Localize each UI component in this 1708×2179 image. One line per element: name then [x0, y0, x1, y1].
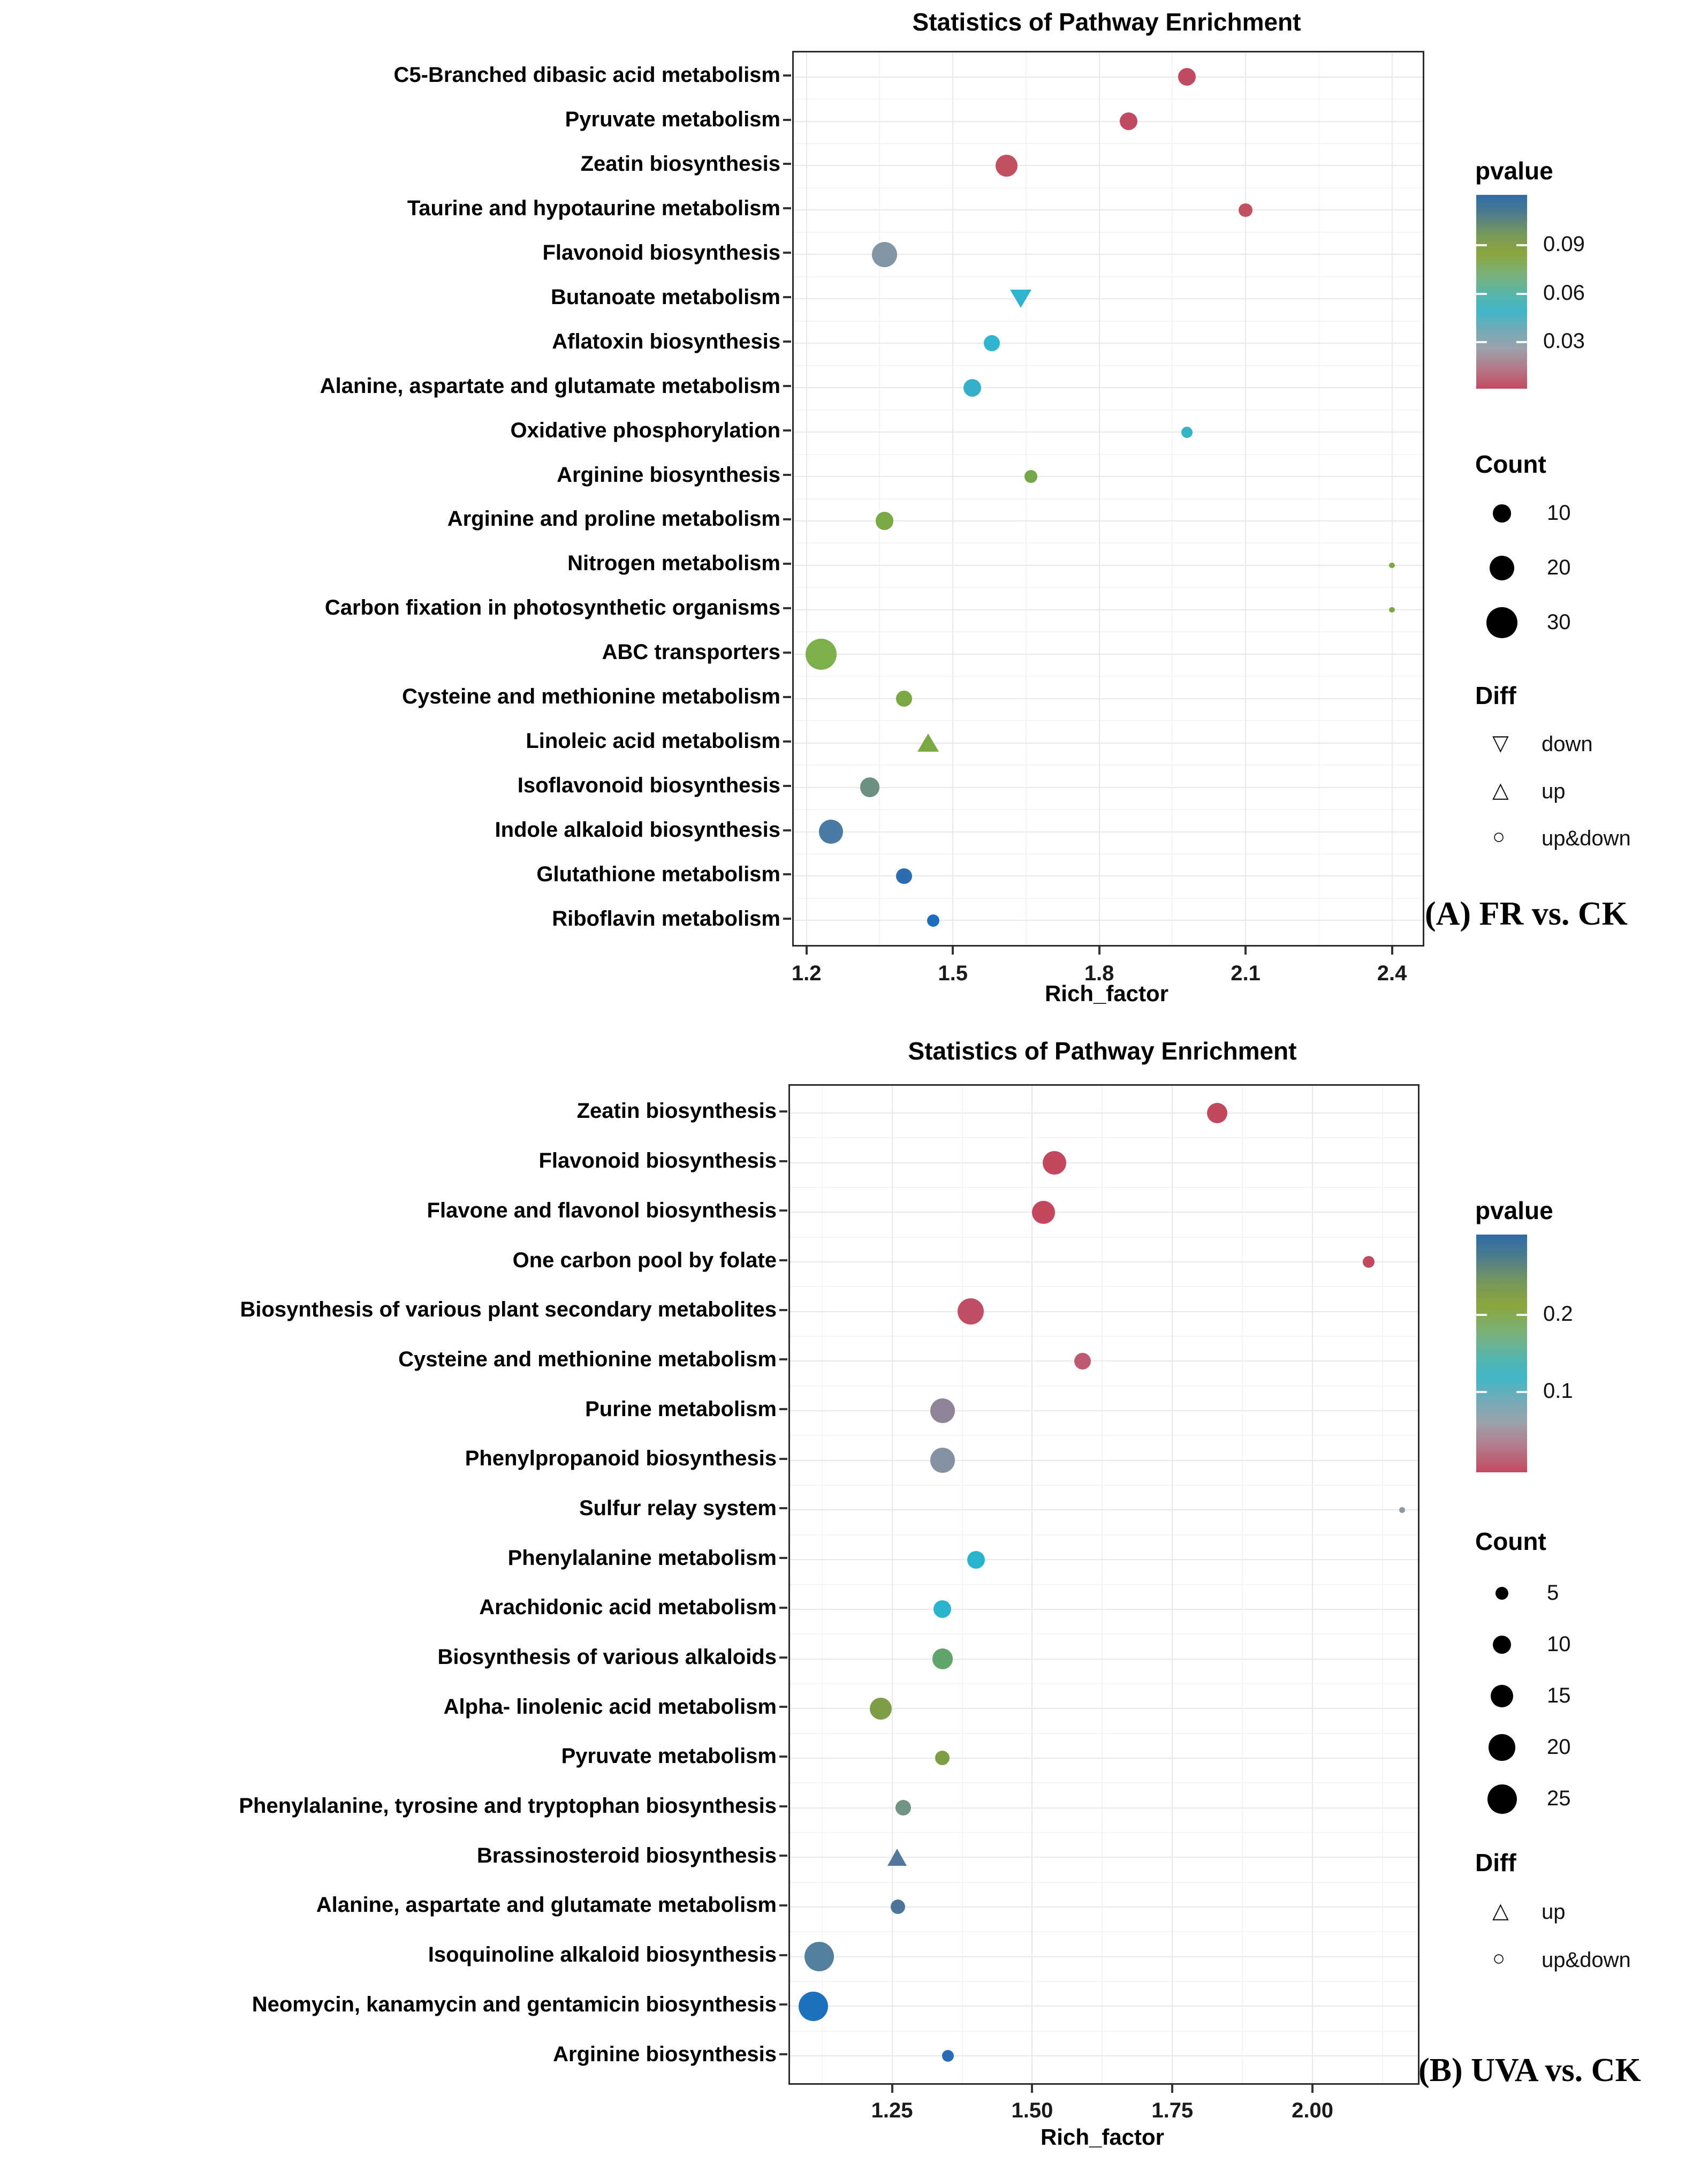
y-axis-label: Butanoate metabolism [551, 285, 780, 309]
grid-minor-h [790, 1981, 1418, 1982]
grid-major-h [794, 77, 1423, 78]
y-axis-label: Nitrogen metabolism [567, 551, 780, 576]
data-point-circle [935, 1751, 950, 1765]
y-axis-label: Taurine and hypotaurine metabolism [407, 196, 780, 220]
y-axis-tick [779, 1855, 787, 1857]
y-axis-tick [783, 429, 791, 432]
data-point-circle [1363, 1256, 1375, 1268]
grid-major-v [1172, 1086, 1173, 2083]
grid-minor-v [1382, 1086, 1383, 2083]
grid-major-h [790, 1261, 1418, 1262]
y-axis-tick [783, 163, 791, 165]
data-point-circle [891, 1900, 905, 1914]
y-axis-label: Sulfur relay system [579, 1496, 777, 1520]
diff-legend-label: up [1542, 1900, 1566, 1924]
grid-minor-h [790, 1386, 1418, 1387]
x-axis-tick-label: 1.5 [938, 962, 968, 985]
data-point-circle [860, 777, 879, 797]
y-axis-label: Zeatin biosynthesis [580, 152, 780, 176]
y-axis-label: Indole alkaloid biosynthesis [495, 818, 780, 842]
pvalue-colorbar-tick-right [1516, 1314, 1527, 1316]
y-axis-label: Linoleic acid metabolism [526, 729, 780, 753]
data-point-circle [930, 1398, 955, 1424]
y-axis-tick [779, 1805, 787, 1807]
data-point-circle [1399, 1507, 1405, 1513]
grid-major-v [1245, 52, 1246, 945]
grid-minor-h [790, 1435, 1418, 1436]
grid-minor-h [790, 1584, 1418, 1585]
grid-major-h [790, 1609, 1418, 1610]
panel-a-plot-area [792, 51, 1424, 947]
y-axis-tick [783, 474, 791, 476]
grid-major-h [790, 1162, 1418, 1163]
y-axis-label: Flavonoid biosynthesis [542, 240, 780, 264]
diff-up-icon: △ [1492, 1899, 1509, 1923]
y-axis-label: Arginine biosynthesis [557, 463, 780, 487]
count-legend-label: 10 [1547, 501, 1571, 525]
pvalue-colorbar-tick-left [1476, 244, 1487, 246]
data-point-circle [930, 1448, 955, 1473]
data-point-triangle-up [917, 733, 939, 752]
grid-major-h [790, 1410, 1418, 1411]
y-axis-tick [783, 207, 791, 209]
grid-minor-v [1102, 1086, 1103, 2083]
panel-a-count-legend-title: Count [1475, 450, 1546, 478]
y-axis-tick [779, 1954, 787, 1956]
grid-major-h [790, 1956, 1418, 1957]
grid-major-h [790, 1906, 1418, 1908]
y-axis-tick [783, 74, 791, 77]
x-axis-tick-label: 1.8 [1084, 962, 1114, 985]
pvalue-colorbar-tick-right [1516, 341, 1527, 343]
pvalue-colorbar-tick-left [1476, 341, 1487, 343]
y-axis-label: Alanine, aspartate and glutamate metabolism [320, 374, 780, 398]
y-axis-label: Phenylalanine, tyrosine and tryptophan biosynthesis [239, 1794, 777, 1818]
y-axis-tick [779, 1557, 787, 1559]
panel-a-pvalue-legend-title: pvalue [1475, 157, 1553, 185]
x-axis-tick-label: 2.00 [1292, 2099, 1334, 2122]
grid-minor-h [794, 809, 1423, 810]
y-axis-tick [783, 518, 791, 520]
y-axis-tick [783, 341, 791, 343]
grid-minor-v [1318, 52, 1319, 945]
x-axis-tick [891, 2085, 893, 2093]
grid-minor-h [790, 1336, 1418, 1337]
y-axis-label: ABC transporters [602, 640, 780, 664]
grid-minor-h [794, 454, 1423, 455]
y-axis-tick [783, 696, 791, 698]
data-point-circle [819, 820, 843, 844]
panel-b-x-axis-label: Rich_factor [1040, 2124, 1165, 2150]
grid-major-h [794, 476, 1423, 477]
grid-major-h [794, 121, 1423, 122]
y-axis-tick [779, 1656, 787, 1659]
grid-major-v [1031, 1086, 1033, 2083]
panel-a-pvalue-colorbar [1476, 195, 1527, 389]
count-legend-circle [1493, 504, 1510, 522]
data-point-circle [1178, 68, 1196, 86]
y-axis-tick [783, 873, 791, 875]
y-axis-tick [783, 119, 791, 121]
grid-major-h [790, 1212, 1418, 1213]
grid-minor-v [1026, 52, 1027, 945]
count-legend-label: 15 [1547, 1684, 1571, 1707]
grid-major-h [794, 654, 1423, 655]
y-axis-tick [783, 829, 791, 831]
grid-minor-h [794, 187, 1423, 188]
grid-major-h [790, 1360, 1418, 1361]
data-point-circle [963, 379, 981, 397]
count-legend-label: 20 [1547, 1735, 1571, 1759]
grid-major-h [794, 743, 1423, 744]
data-point-circle [1389, 563, 1395, 569]
data-point-circle [806, 639, 837, 670]
y-axis-label: Neomycin, kanamycin and gentamicin biosynthesis [252, 1992, 777, 2016]
y-axis-label: Flavone and flavonol biosynthesis [427, 1198, 777, 1222]
grid-minor-h [790, 2031, 1418, 2032]
y-axis-tick [779, 1904, 787, 1906]
grid-minor-h [794, 99, 1423, 100]
data-point-circle [1120, 112, 1137, 130]
grid-minor-h [790, 1683, 1418, 1684]
grid-minor-h [790, 1485, 1418, 1486]
pvalue-colorbar-tick-label: 0.1 [1543, 1379, 1573, 1403]
pvalue-colorbar-tick-label: 0.09 [1543, 232, 1585, 256]
diff-legend-label: up&down [1542, 1948, 1631, 1972]
x-axis-tick [1244, 947, 1247, 955]
y-axis-label: Biosynthesis of various alkaloids [437, 1645, 777, 1669]
grid-major-h [790, 1758, 1418, 1759]
grid-major-h [794, 387, 1423, 388]
data-point-circle [896, 691, 912, 707]
count-legend-circle [1486, 607, 1517, 638]
y-axis-tick [783, 252, 791, 254]
grid-minor-h [790, 1286, 1418, 1287]
data-point-circle [1074, 1353, 1091, 1370]
pvalue-colorbar-tick-left [1476, 1391, 1487, 1393]
diff-legend-label: up [1542, 780, 1566, 803]
grid-major-h [790, 1460, 1418, 1461]
x-axis-tick [952, 947, 954, 955]
x-axis-tick-label: 2.4 [1377, 962, 1407, 985]
y-axis-tick [779, 2053, 787, 2055]
count-legend-circle [1487, 1784, 1517, 1814]
grid-minor-h [790, 1832, 1418, 1833]
y-axis-tick [783, 296, 791, 298]
data-point-circle [895, 1800, 911, 1815]
y-axis-label: Phenylalanine metabolism [507, 1546, 777, 1570]
y-axis-label: Brassinosteroid biosynthesis [476, 1843, 777, 1867]
count-legend-circle [1491, 1685, 1514, 1708]
y-axis-tick [779, 1507, 787, 1509]
diff-up-icon: △ [1492, 778, 1509, 802]
y-axis-label: Carbon fixation in photosynthetic organisms [324, 596, 780, 620]
y-axis-label: Riboflavin metabolism [552, 906, 780, 930]
grid-minor-h [790, 1931, 1418, 1932]
pvalue-colorbar-tick-label: 0.2 [1543, 1302, 1573, 1326]
y-axis-label: Alpha- linolenic acid metabolism [443, 1694, 777, 1719]
y-axis-label: Arachidonic acid metabolism [479, 1595, 777, 1620]
pvalue-colorbar-tick-label: 0.03 [1543, 329, 1585, 353]
data-point-triangle-up [887, 1849, 907, 1866]
y-axis-tick [779, 1209, 787, 1212]
panel-a-x-axis-label: Rich_factor [1044, 981, 1169, 1006]
y-axis-label: C5-Branched dibasic acid metabolism [393, 63, 780, 87]
y-axis-tick [779, 1110, 787, 1113]
y-axis-tick [783, 918, 791, 920]
diff-legend-label: up&down [1542, 827, 1631, 850]
y-axis-label: Biosynthesis of various plant secondary metabolites [240, 1298, 777, 1322]
x-axis-tick [1031, 2085, 1033, 2093]
grid-minor-h [794, 720, 1423, 721]
grid-minor-h [794, 365, 1423, 366]
y-axis-label: Alanine, aspartate and glutamate metabolism [316, 1893, 777, 1917]
grid-major-v [1099, 52, 1100, 945]
grid-major-h [790, 1559, 1418, 1560]
grid-minor-h [794, 898, 1423, 899]
grid-minor-h [790, 1882, 1418, 1883]
y-axis-label: Pyruvate metabolism [565, 108, 780, 132]
x-axis-tick [1391, 947, 1393, 955]
panel-b-plot-area [788, 1084, 1419, 2085]
x-axis-tick-label: 2.1 [1231, 962, 1261, 985]
y-axis-label: Glutathione metabolism [536, 862, 780, 886]
grid-major-h [794, 165, 1423, 166]
y-axis-tick [783, 607, 791, 609]
grid-major-h [794, 565, 1423, 566]
grid-minor-v [879, 52, 880, 945]
data-point-circle [1389, 607, 1395, 613]
x-axis-tick [1311, 2085, 1314, 2093]
panel-a-caption: (A) FR vs. CK [1425, 896, 1628, 932]
data-point-circle [958, 1298, 984, 1325]
grid-minor-h [790, 1237, 1418, 1238]
grid-minor-v [822, 1086, 823, 2083]
y-axis-tick [783, 652, 791, 654]
y-axis-tick [779, 2003, 787, 2006]
grid-minor-h [794, 321, 1423, 322]
grid-major-v [892, 1086, 893, 2083]
y-axis-label: Purine metabolism [585, 1397, 777, 1421]
count-legend-circle [1493, 1636, 1512, 1654]
data-point-circle [1181, 427, 1193, 438]
grid-major-h [790, 2006, 1418, 2007]
diff-legend-label: down [1542, 732, 1593, 756]
panel-b-pvalue-legend-title: pvalue [1475, 1197, 1553, 1224]
y-axis-tick [783, 385, 791, 387]
diff-updown-icon: ○ [1492, 825, 1506, 849]
count-legend-label: 30 [1547, 610, 1571, 634]
grid-major-h [794, 787, 1423, 788]
grid-minor-v [1172, 52, 1173, 945]
grid-major-v [806, 52, 807, 945]
panel-a-diff-legend-title: Diff [1475, 682, 1516, 709]
grid-major-h [794, 875, 1423, 876]
y-axis-tick [779, 1259, 787, 1261]
y-axis-label: Zeatin biosynthesis [576, 1099, 777, 1123]
diff-down-icon: ▽ [1492, 731, 1509, 755]
pvalue-colorbar-tick-right [1516, 1391, 1527, 1393]
y-axis-tick [779, 1458, 787, 1460]
y-axis-tick [779, 1309, 787, 1311]
grid-minor-h [794, 853, 1423, 854]
data-point-circle [876, 512, 893, 529]
panel-a-title: Statistics of Pathway Enrichment [912, 8, 1301, 36]
y-axis-tick [783, 740, 791, 743]
grid-major-h [790, 2055, 1418, 2056]
y-axis-tick [783, 785, 791, 787]
grid-major-h [794, 609, 1423, 610]
pvalue-colorbar-tick-right [1516, 293, 1527, 295]
grid-minor-h [794, 676, 1423, 677]
x-axis-tick [1171, 2085, 1173, 2093]
grid-minor-h [790, 1782, 1418, 1783]
x-axis-tick-label: 1.25 [871, 2099, 913, 2122]
grid-minor-v [962, 1086, 963, 2083]
data-point-circle [799, 1992, 828, 2021]
count-legend-label: 20 [1547, 556, 1571, 579]
grid-major-h [790, 1659, 1418, 1660]
y-axis-label: Phenylpropanoid biosynthesis [465, 1447, 777, 1471]
grid-minor-h [794, 542, 1423, 543]
data-point-triangle-down [1010, 290, 1031, 308]
grid-minor-h [794, 765, 1423, 766]
y-axis-label: Isoquinoline alkaloid biosynthesis [428, 1943, 777, 1967]
pvalue-colorbar-tick-left [1476, 1314, 1487, 1316]
y-axis-label: Isoflavonoid biosynthesis [517, 774, 780, 798]
grid-minor-h [794, 276, 1423, 277]
data-point-circle [1239, 203, 1252, 217]
y-axis-label: One carbon pool by folate [512, 1248, 777, 1272]
data-point-circle [1032, 1201, 1055, 1224]
data-point-circle [896, 868, 912, 884]
y-axis-tick [783, 563, 791, 565]
y-axis-label: Aflatoxin biosynthesis [552, 329, 780, 353]
pvalue-colorbar-tick-label: 0.06 [1543, 281, 1585, 305]
panel-b-count-legend-title: Count [1475, 1527, 1546, 1555]
grid-major-h [794, 698, 1423, 699]
y-axis-tick [779, 1607, 787, 1609]
data-point-circle [927, 914, 939, 927]
grid-major-v [952, 52, 953, 945]
y-axis-label: Cysteine and methionine metabolism [398, 1347, 777, 1371]
data-point-circle [967, 1551, 985, 1569]
grid-major-h [794, 432, 1423, 433]
grid-minor-h [790, 1534, 1418, 1535]
count-legend-circle [1496, 1587, 1509, 1600]
grid-minor-h [790, 1733, 1418, 1734]
grid-major-h [790, 1807, 1418, 1809]
y-axis-label: Arginine and proline metabolism [447, 507, 780, 531]
data-point-circle [872, 242, 897, 267]
y-axis-tick [779, 1160, 787, 1162]
panel-b-diff-legend-title: Diff [1475, 1849, 1516, 1877]
grid-minor-h [794, 631, 1423, 632]
pvalue-colorbar-tick-right [1516, 244, 1527, 246]
x-axis-tick [806, 947, 808, 955]
count-legend-label: 5 [1547, 1581, 1559, 1605]
count-legend-label: 10 [1547, 1632, 1571, 1656]
grid-major-h [794, 298, 1423, 299]
grid-major-h [794, 920, 1423, 921]
y-axis-label: Flavonoid biosynthesis [538, 1149, 777, 1173]
count-legend-label: 25 [1547, 1787, 1571, 1810]
x-axis-tick-label: 1.75 [1151, 2099, 1194, 2122]
data-point-circle [984, 335, 1000, 351]
grid-major-h [790, 1857, 1418, 1858]
grid-major-h [794, 209, 1423, 210]
grid-minor-v [1242, 1086, 1243, 2083]
count-legend-circle [1489, 1734, 1515, 1760]
data-point-circle [933, 1600, 951, 1618]
x-axis-tick [1098, 947, 1100, 955]
grid-major-v [1312, 1086, 1313, 2083]
grid-major-h [790, 1113, 1418, 1114]
data-point-circle [804, 1942, 834, 1971]
data-point-circle [942, 2050, 954, 2062]
y-axis-tick [779, 1756, 787, 1758]
x-axis-tick-label: 1.50 [1011, 2099, 1053, 2122]
data-point-circle [932, 1648, 953, 1669]
data-point-circle [1207, 1103, 1227, 1123]
y-axis-label: Pyruvate metabolism [561, 1744, 777, 1768]
grid-minor-h [794, 498, 1423, 500]
grid-minor-h [794, 587, 1423, 588]
grid-major-h [790, 1311, 1418, 1312]
y-axis-label: Oxidative phosphorylation [510, 418, 780, 442]
y-axis-label: Arginine biosynthesis [553, 2042, 777, 2066]
grid-major-h [794, 831, 1423, 833]
data-point-circle [1024, 470, 1037, 482]
y-axis-tick [779, 1408, 787, 1410]
grid-minor-h [794, 232, 1423, 233]
panel-b-pvalue-colorbar [1476, 1235, 1527, 1472]
grid-minor-h [790, 1137, 1418, 1138]
data-point-circle [870, 1698, 892, 1720]
panel-b-caption: (B) UVA vs. CK [1418, 2052, 1641, 2089]
grid-minor-h [794, 410, 1423, 411]
x-axis-tick-label: 1.2 [791, 962, 822, 985]
grid-major-v [1392, 52, 1393, 945]
count-legend-circle [1490, 556, 1515, 581]
grid-minor-h [794, 143, 1423, 144]
pvalue-colorbar-tick-left [1476, 293, 1487, 295]
diff-updown-icon: ○ [1492, 1947, 1506, 1970]
data-point-circle [996, 155, 1018, 177]
y-axis-tick [779, 1358, 787, 1360]
grid-major-h [790, 1509, 1418, 1510]
y-axis-label: Cysteine and methionine metabolism [402, 685, 780, 709]
panel-b-title: Statistics of Pathway Enrichment [908, 1037, 1297, 1065]
grid-minor-h [790, 1633, 1418, 1635]
data-point-circle [1043, 1151, 1066, 1175]
grid-major-h [794, 343, 1423, 344]
y-axis-tick [779, 1706, 787, 1708]
grid-minor-h [790, 1187, 1418, 1188]
